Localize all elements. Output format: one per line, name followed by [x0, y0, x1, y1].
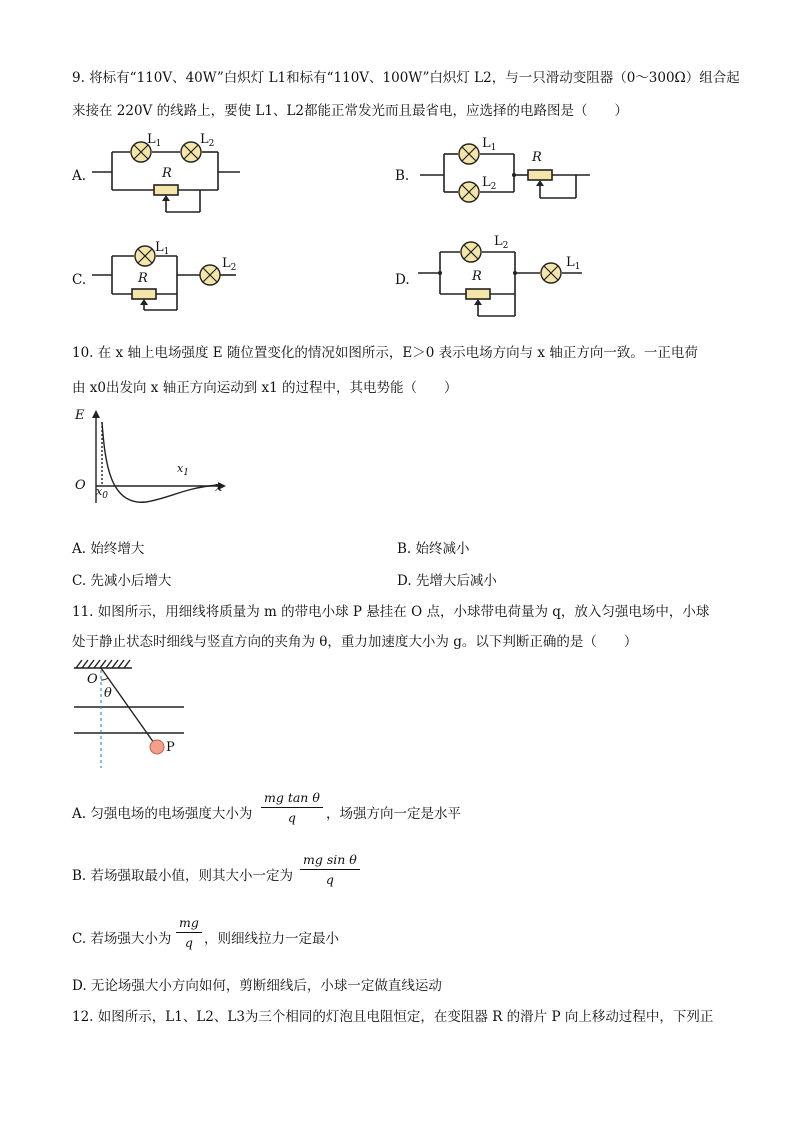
q10-option-a[interactable]: A. 始终增大	[72, 541, 145, 557]
q10-axis-e-label: E	[75, 408, 85, 423]
q9-stem-line2: 来接在 220V 的线路上，要使 L1、L2都能正常发光而且最省电，应选择的电路图是（ ）	[72, 103, 628, 119]
q9-d-lamp2-label: $L_2$	[494, 234, 509, 251]
q10-option-d[interactable]: D. 先增大后减小	[397, 573, 497, 589]
q11-option-c-suffix: ，则细线拉力一定最小	[204, 931, 339, 947]
q9-option-b-label: B.	[395, 168, 410, 184]
q9-d-lamp1-label: $L_1$	[566, 255, 581, 272]
q11-stem-line1: 11. 如图所示，用细线将质量为 m 的带电小球 P 悬挂在 O 点，小球带电荷量为 q，放入匀强电场中，小球	[72, 604, 710, 620]
q11-ball-label: P	[166, 740, 175, 755]
q9-stem-line1: 9. 将标有“110V、40W”白炽灯 L1和标有“110V、100W”白炽灯 L2，与一只滑动变阻器（0～300Ω）组合起	[72, 70, 740, 86]
fraction-denominator: q	[325, 872, 334, 887]
fraction-denominator: q	[287, 810, 296, 825]
fraction-numerator: mg sin θ	[300, 852, 360, 870]
q9-option-d-label: D.	[395, 272, 410, 288]
q9-a-lamp2-label: $L_2$	[200, 132, 215, 149]
q11-point-o-label: O	[87, 672, 98, 687]
q9-b-lamp1-label: $L_1$	[482, 136, 497, 153]
q9-option-a-label: A.	[72, 168, 87, 184]
charged-ball-icon	[150, 740, 164, 754]
q10-x1-label: $x_1$	[177, 462, 189, 478]
q9-c-lamp2-label: $L_2$	[222, 256, 237, 273]
q11-angle-label: θ	[104, 686, 112, 701]
q9-c-lamp1-label: $L_1$	[155, 240, 170, 257]
q11-option-a-fraction	[261, 790, 323, 825]
q9-a-resistor-label: R	[162, 166, 172, 181]
q11-stem-line2: 处于静止状态时细线与竖直方向的夹角为 θ，重力加速度大小为 g。以下判断正确的是（ ）	[72, 634, 638, 650]
q10-option-b[interactable]: B. 始终减小	[397, 541, 470, 557]
q9-b-lamp2-label: $L_2$	[482, 175, 497, 192]
q10-option-c[interactable]: C. 先减小后增大	[72, 573, 172, 589]
q9-d-resistor-label: R	[472, 269, 482, 284]
q11-option-c-prefix[interactable]: C. 若场强大小为	[72, 931, 172, 947]
q11-option-d[interactable]: D. 无论场强大小方向如何，剪断细线后，小球一定做直线运动	[72, 978, 442, 994]
q11-option-b-prefix[interactable]: B. 若场强取最小值，则其大小一定为	[72, 868, 294, 884]
q11-option-b-fraction	[300, 852, 360, 887]
lamp-icon	[459, 144, 479, 202]
q10-x0-label: $x_0$	[96, 485, 108, 501]
q9-a-lamp1-label: $L_1$	[147, 132, 162, 149]
fraction-denominator: q	[184, 935, 193, 950]
q11-option-a-prefix[interactable]: A. 匀强电场的电场强度大小为	[72, 806, 253, 822]
q10-stem-line2: 由 x0出发向 x 轴正方向运动到 x1 的过程中，其电势能（ ）	[72, 380, 458, 396]
q9-option-c-label: C.	[72, 272, 87, 288]
q9-b-resistor-label: R	[532, 150, 542, 165]
q10-axis-x-label: x	[215, 480, 223, 495]
fraction-numerator: mg	[176, 915, 202, 933]
q9-circuit-b	[420, 140, 595, 210]
fraction-numerator: mg tan θ	[261, 790, 323, 808]
q12-stem-line1: 12. 如图所示，L1、L2、L3为三个相同的灯泡且电阻恒定，在变阻器 R 的滑片 P 向上移动过程中，下列正	[72, 1009, 714, 1025]
q10-origin-label: O	[75, 478, 86, 493]
q10-stem-line1: 10. 在 x 轴上电场强度 E 随位置变化的情况如图所示，E＞0 表示电场方向与 x 轴正方向一致。一正电荷	[72, 345, 698, 361]
q11-option-c-fraction	[176, 915, 202, 950]
q11-option-a-suffix: ，场强方向一定是水平	[326, 806, 461, 822]
q9-c-resistor-label: R	[138, 271, 148, 286]
